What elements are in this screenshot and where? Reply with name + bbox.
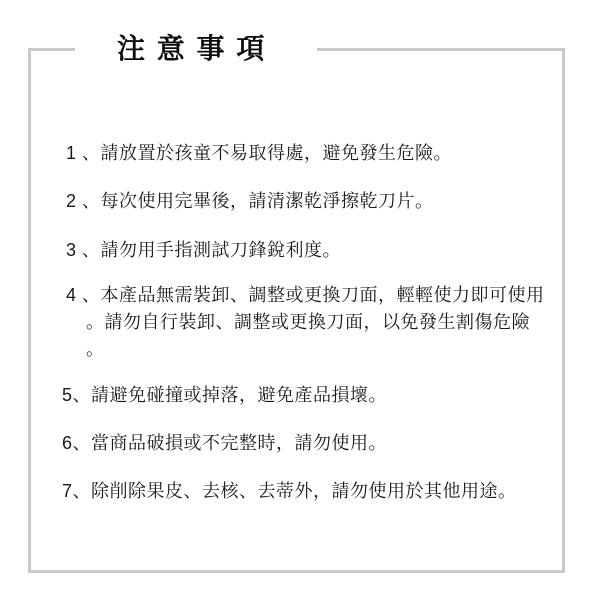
notice-item-1 <box>66 140 452 166</box>
notice-item-4-line-3: 。 <box>86 339 105 359</box>
title-box <box>75 28 317 70</box>
notice-item-7-text: 7、除削除果皮、去核、去蒂外，請勿使用於其他用途。 <box>62 481 517 501</box>
notice-item-7 <box>62 478 517 504</box>
notice-item-1-text: 1 、請放置於孩童不易取得處，避免發生危險。 <box>66 143 453 163</box>
notice-item-4-line-2: 。請勿自行裝卸、調整或更換刀面，以免發生割傷危險 <box>86 312 530 332</box>
notice-item-3 <box>66 237 341 263</box>
notice-item-3-text: 3 、請勿用手指測試刀鋒銳利度。 <box>66 240 342 260</box>
notice-item-2 <box>66 188 434 214</box>
notice-item-4-line-1: 4 、本產品無需裝卸、調整或更換刀面，輕輕使力即可使用 <box>66 285 545 305</box>
notice-item-4 <box>66 282 545 363</box>
notice-item-2-text: 2 、每次使用完畢後，請清潔乾淨擦乾刀片。 <box>66 191 434 211</box>
notice-item-6-text: 6、當商品破損或不完整時，請勿使用。 <box>62 433 388 453</box>
page-title: 注 意 事 項 <box>117 33 267 64</box>
notice-item-5-text: 5、請避免碰撞或掉落，避免產品損壞。 <box>62 385 388 405</box>
notice-item-6 <box>62 430 387 456</box>
notice-item-5 <box>62 382 387 408</box>
